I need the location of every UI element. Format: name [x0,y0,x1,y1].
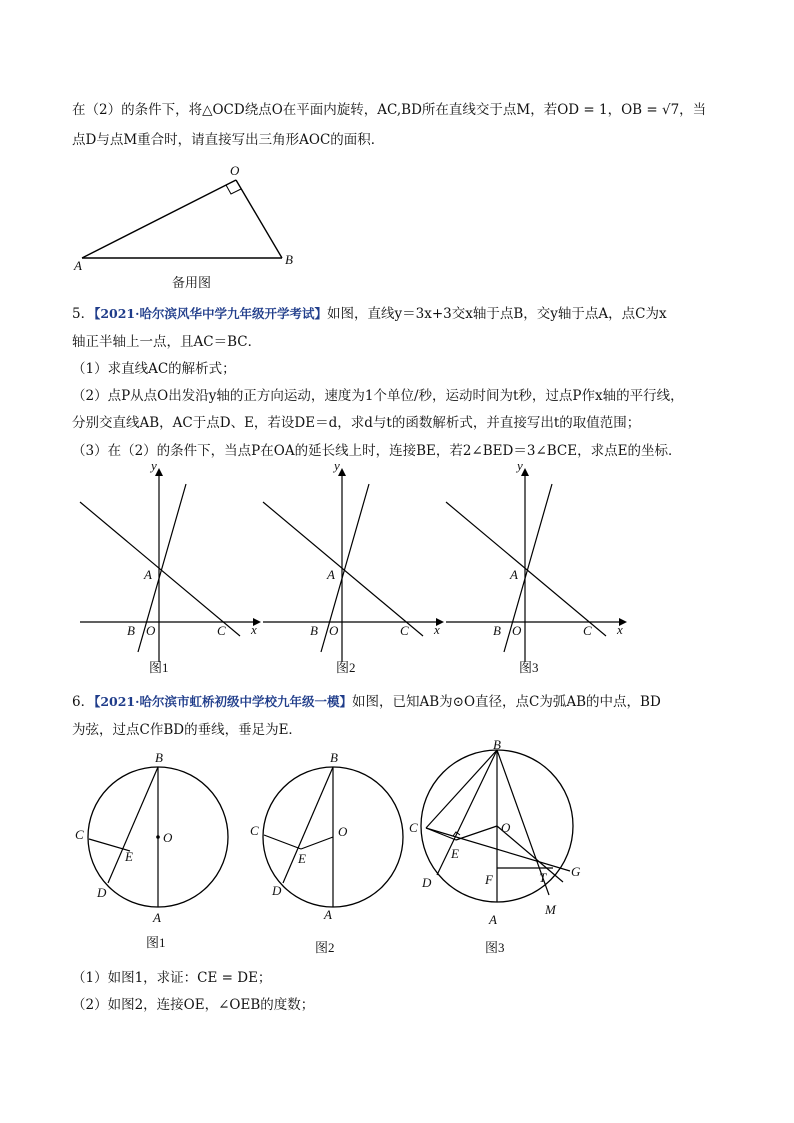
q4-line-2: 点D与点M重合时，请直接写出三角形AOC的面积． [72,132,385,148]
label-b: B [285,252,293,267]
label-f: F [485,872,493,887]
label-c: C [409,820,418,835]
q6-figure-1 [70,745,240,960]
segment-oe [301,837,333,849]
segment-bc [426,750,497,828]
label-y: y [517,462,523,473]
label-c: C [217,623,226,638]
label-x: x [434,622,440,637]
caption-backup: 备用图 [172,276,212,291]
label-b: B [310,623,318,638]
label-c: C [75,827,84,842]
q5-number: 5． [72,306,95,322]
label-o: O [230,163,240,178]
q5-text-1: 如图，直线y＝3x+3交x轴于点B，交y轴于点A，点C为x [327,306,667,322]
q5-figure-3 [441,462,631,682]
label-a: A [324,907,332,922]
q6-sub-2: （2）如图2，连接OE，∠OEB的度数； [72,997,315,1013]
label-g: G [571,864,581,879]
line-ac [263,502,423,636]
center-dot [156,835,160,839]
q5-line-1 [72,302,667,322]
caption-fig2: 图2 [336,660,356,675]
q6-line-1 [72,690,661,710]
label-b: B [155,750,163,765]
label-a: A [510,567,518,582]
label-a: A [153,910,161,925]
caption-fig2: 图2 [315,940,335,955]
q6-source: 【2021·哈尔滨市虹桥初级中学校九年级一模】 [94,694,352,709]
q5-figure-2 [258,462,448,682]
chord-bd [108,767,158,883]
label-x: x [251,622,257,637]
q6-number: 6． [72,694,95,710]
label-c: C [400,623,409,638]
caption-fig3: 图3 [519,660,539,675]
label-b: B [127,623,135,638]
q4-figure [70,160,310,295]
q6-line-2: 为弦，过点C作BD的垂线，垂足为E． [72,722,302,738]
caption-fig1: 图1 [146,935,166,950]
segment-cg [426,828,570,871]
q6-figure-3 [405,740,590,960]
label-t: T [539,870,547,885]
label-x: x [617,622,623,637]
line-ac [446,502,606,636]
label-d: D [272,883,282,898]
q4-line-1: 在（2）的条件下，将△OCD绕点O在平面内旋转，AC,BD所在直线交于点M，若OD = 1，OB = √7，当 [72,102,707,118]
q6-text-1: 如图，已知AB为⊙O直径，点C为弧AB的中点，BD [352,694,661,710]
label-e: E [298,851,306,866]
label-o: O [501,820,511,835]
label-y: y [334,462,340,473]
label-o: O [512,623,522,638]
label-e: E [451,846,459,861]
q6-sub-1: （1）如图1，求证：CE = DE； [72,970,272,986]
line-ac [80,502,240,636]
caption-fig1: 图1 [149,660,169,675]
label-o: O [146,623,156,638]
label-o: O [163,830,173,845]
q5-sub-3: （3）在（2）的条件下，当点P在OA的延长线上时，连接BE，若2∠BED＝3∠BCE，求点E的坐标． [72,443,682,459]
q5-sub-2b: 分别交直线AB，AC于点D、E，若设DE＝d，求d与t的函数解析式，并直接写出t的取值范围； [72,415,641,431]
label-e: E [125,849,133,864]
label-a: A [144,567,152,582]
q5-line-2: 轴正半轴上一点，且AC＝BC． [72,334,262,350]
label-c: C [583,623,592,638]
label-y: y [151,462,157,473]
label-b: B [493,623,501,638]
label-b: B [493,740,501,752]
right-angle-mark [226,185,241,194]
label-m: M [545,902,556,917]
q5-sub-1: （1）求直线AC的解析式； [72,361,236,377]
chord-bd [437,750,497,875]
label-o: O [338,824,348,839]
label-a: A [327,567,335,582]
label-d: D [97,885,107,900]
q5-figure-1 [75,462,265,682]
segment-ao [82,180,236,258]
q6-figure-2 [245,745,415,960]
chord-bd [283,767,333,883]
q5-sub-2a: （2）点P从点O出发沿y轴的正方向运动，速度为1个单位/秒，运动时间为t秒，过点P作x轴的平行线， [72,388,684,404]
label-b: B [330,750,338,765]
label-a: A [489,912,497,927]
segment-ce [264,835,301,849]
label-c: C [250,823,259,838]
caption-fig3: 图3 [485,940,505,955]
q5-source: 【2021·哈尔滨风华中学九年级开学考试】 [94,306,327,321]
segment-oe [456,826,497,840]
label-a: A [74,258,82,273]
label-o: O [329,623,339,638]
segment-ob [236,180,282,258]
label-d: D [422,875,432,890]
